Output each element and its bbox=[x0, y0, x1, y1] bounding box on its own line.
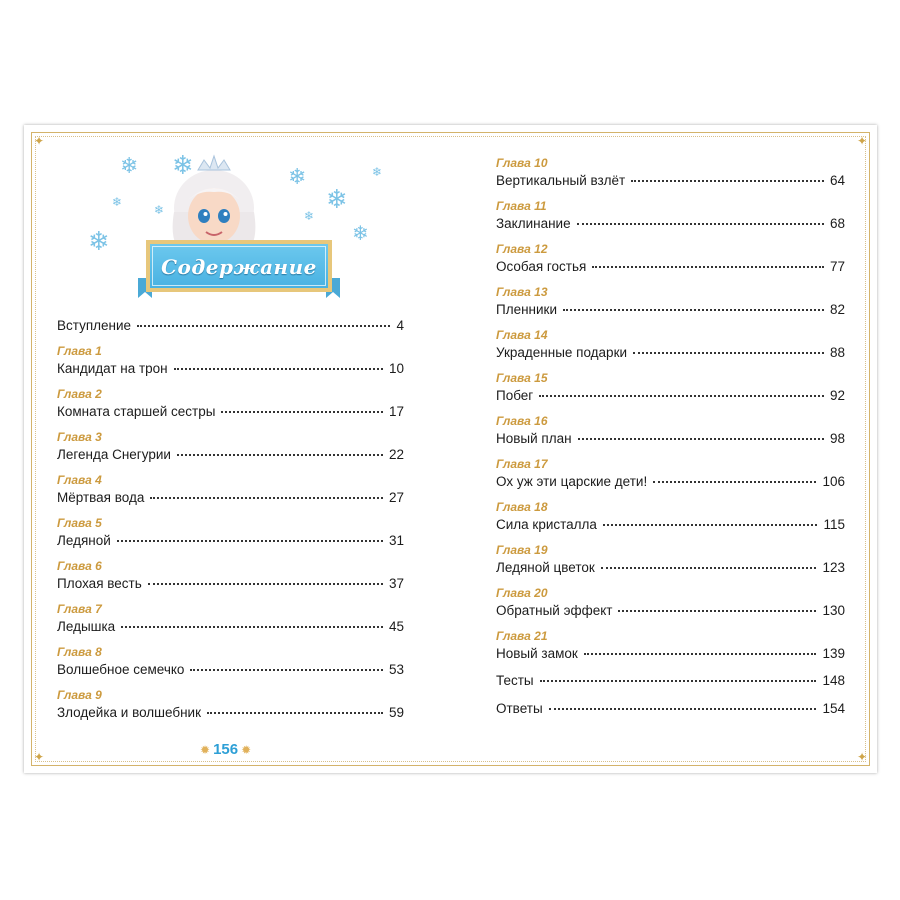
toc-line bbox=[496, 216, 845, 231]
toc-line bbox=[57, 533, 404, 548]
snowflake-icon: ❄ bbox=[372, 165, 383, 179]
toc-entry bbox=[496, 371, 845, 411]
entry-page-number: 92 bbox=[829, 388, 845, 403]
chapter-label: Глава 13 bbox=[496, 285, 548, 299]
dot-leader bbox=[563, 309, 824, 311]
dot-leader bbox=[207, 712, 383, 714]
corner-ornament-icon: ✦ bbox=[34, 134, 45, 148]
chapter-label: Глава 18 bbox=[496, 500, 548, 514]
entry-page-number: 31 bbox=[388, 533, 404, 548]
toc-line bbox=[496, 302, 845, 317]
snowflake-icon: ❄ bbox=[172, 150, 194, 180]
dot-leader bbox=[137, 325, 390, 327]
entry-title: Легенда Снегурии bbox=[57, 447, 171, 462]
entry-title: Кандидат на трон bbox=[57, 361, 168, 376]
toc-line bbox=[496, 701, 845, 716]
chapter-label: Глава 6 bbox=[57, 559, 102, 573]
toc-line bbox=[57, 576, 404, 591]
entry-title: Пленники bbox=[496, 302, 557, 317]
entry-title: Сила кристалла bbox=[496, 517, 597, 532]
toc-entry bbox=[57, 688, 404, 728]
dot-leader bbox=[618, 610, 816, 612]
entry-page-number: 154 bbox=[822, 701, 845, 716]
dot-leader bbox=[190, 669, 383, 671]
toc-entry bbox=[57, 602, 404, 642]
toc-line bbox=[496, 431, 845, 446]
toc-entry bbox=[57, 559, 404, 599]
snowflake-icon: ❄ bbox=[88, 226, 110, 256]
toc-entry bbox=[496, 242, 845, 282]
chapter-label: Глава 11 bbox=[496, 199, 547, 213]
toc-entry bbox=[496, 414, 845, 454]
toc-line bbox=[57, 447, 404, 462]
snowflake-icon: ❄ bbox=[304, 209, 315, 223]
dot-leader bbox=[148, 583, 383, 585]
toc-line bbox=[496, 173, 845, 188]
entry-title: Плохая весть bbox=[57, 576, 142, 591]
entry-title: Злодейка и волшебник bbox=[57, 705, 202, 720]
page-number: 156 bbox=[213, 741, 239, 758]
entry-title: Украденные подарки bbox=[496, 345, 628, 360]
entry-page-number: 45 bbox=[388, 619, 404, 634]
toc-entry bbox=[57, 473, 404, 513]
entry-title: Тесты bbox=[496, 673, 534, 688]
entry-title: Побег bbox=[496, 388, 534, 403]
toc-line bbox=[57, 361, 404, 376]
chapter-label: Глава 9 bbox=[57, 688, 102, 702]
entry-title: Мёртвая вода bbox=[57, 490, 145, 505]
dot-leader bbox=[631, 180, 824, 182]
entry-title: Ледяной цветок bbox=[496, 560, 595, 575]
snowflake-icon: ❄ bbox=[352, 223, 369, 245]
toc-line bbox=[57, 318, 404, 333]
chapter-label: Глава 4 bbox=[57, 473, 102, 487]
toc-line bbox=[57, 705, 404, 720]
chapter-label: Глава 16 bbox=[496, 414, 548, 428]
snowflake-icon: ❄ bbox=[326, 184, 348, 214]
snowflake-icon: ❄ bbox=[154, 203, 165, 217]
entry-page-number: 148 bbox=[822, 673, 845, 688]
toc-entry bbox=[496, 543, 845, 583]
toc-entry bbox=[57, 301, 404, 341]
entry-title: Ледяной bbox=[57, 533, 111, 548]
toc-entry bbox=[496, 500, 845, 540]
corner-ornament-icon: ✦ bbox=[856, 750, 867, 764]
dot-leader bbox=[117, 540, 383, 542]
entry-title: Особая гостья bbox=[496, 259, 587, 274]
contents-banner bbox=[146, 240, 332, 292]
entry-title: Новый замок bbox=[496, 646, 578, 661]
entry-title: Заклинание bbox=[496, 216, 571, 231]
snowflake-icon: ❄ bbox=[288, 164, 307, 189]
toc-line bbox=[496, 259, 845, 274]
page-folio bbox=[200, 741, 251, 758]
toc-entry bbox=[496, 328, 845, 368]
entry-title: Ледышка bbox=[57, 619, 116, 634]
toc-line bbox=[496, 345, 845, 360]
chapter-label: Глава 19 bbox=[496, 543, 548, 557]
toc-entry bbox=[57, 516, 404, 556]
toc-line bbox=[496, 388, 845, 403]
entry-page-number: 22 bbox=[388, 447, 404, 462]
dot-leader bbox=[121, 626, 383, 628]
chapter-label: Глава 8 bbox=[57, 645, 102, 659]
sun-star-icon: ✹ bbox=[200, 742, 211, 757]
sun-star-icon: ✹ bbox=[241, 742, 252, 757]
toc-entry bbox=[57, 344, 404, 384]
toc-line bbox=[496, 517, 845, 532]
chapter-label: Глава 7 bbox=[57, 602, 102, 616]
toc-line bbox=[57, 490, 404, 505]
entry-title: Вертикальный взлёт bbox=[496, 173, 626, 188]
dot-leader bbox=[653, 481, 816, 483]
toc-entry bbox=[496, 156, 845, 196]
toc-entry bbox=[496, 457, 845, 497]
dot-leader bbox=[592, 266, 824, 268]
dot-leader bbox=[221, 411, 383, 413]
dot-leader bbox=[584, 653, 817, 655]
entry-page-number: 139 bbox=[822, 646, 845, 661]
toc-line bbox=[496, 474, 845, 489]
chapter-label: Глава 5 bbox=[57, 516, 102, 530]
chapter-label: Глава 17 bbox=[496, 457, 548, 471]
toc-entry bbox=[496, 199, 845, 239]
dot-leader bbox=[578, 438, 824, 440]
chapter-label: Глава 15 bbox=[496, 371, 548, 385]
entry-title: Ответы bbox=[496, 701, 543, 716]
chapter-label: Глава 10 bbox=[496, 156, 548, 170]
snowflake-icon: ❄ bbox=[112, 195, 123, 209]
entry-page-number: 88 bbox=[829, 345, 845, 360]
entry-title: Волшебное семечко bbox=[57, 662, 185, 677]
dot-leader bbox=[150, 497, 383, 499]
corner-ornament-icon: ✦ bbox=[856, 134, 867, 148]
chapter-label: Глава 12 bbox=[496, 242, 548, 256]
toc-entry bbox=[57, 430, 404, 470]
dot-leader bbox=[603, 524, 818, 526]
chapter-label: Глава 2 bbox=[57, 387, 102, 401]
entry-title: Новый план bbox=[496, 431, 572, 446]
entry-title: Обратный эффект bbox=[496, 603, 613, 618]
toc-line bbox=[57, 662, 404, 677]
entry-title: Вступление bbox=[57, 318, 132, 333]
toc-entry bbox=[496, 684, 845, 724]
toc-entry bbox=[57, 645, 404, 685]
entry-page-number: 123 bbox=[822, 560, 845, 575]
chapter-label: Глава 20 bbox=[496, 586, 548, 600]
entry-page-number: 82 bbox=[829, 302, 845, 317]
entry-page-number: 68 bbox=[829, 216, 845, 231]
page-title: Содержание bbox=[161, 255, 317, 279]
toc-line bbox=[496, 603, 845, 618]
entry-page-number: 77 bbox=[829, 259, 845, 274]
entry-page-number: 4 bbox=[396, 318, 404, 333]
dot-leader bbox=[174, 368, 383, 370]
entry-page-number: 106 bbox=[822, 474, 845, 489]
entry-page-number: 10 bbox=[388, 361, 404, 376]
dot-leader bbox=[633, 352, 824, 354]
entry-page-number: 27 bbox=[388, 490, 404, 505]
dot-leader bbox=[549, 708, 817, 710]
entry-page-number: 17 bbox=[388, 404, 404, 419]
entry-page-number: 64 bbox=[829, 173, 845, 188]
dot-leader bbox=[539, 395, 824, 397]
corner-ornament-icon: ✦ bbox=[34, 750, 45, 764]
chapter-label: Глава 3 bbox=[57, 430, 102, 444]
dot-leader bbox=[540, 680, 817, 682]
dot-leader bbox=[601, 567, 817, 569]
entry-page-number: 98 bbox=[829, 431, 845, 446]
entry-title: Ох уж эти царские дети! bbox=[496, 474, 648, 489]
toc-line bbox=[57, 404, 404, 419]
chapter-label: Глава 1 bbox=[57, 344, 102, 358]
toc-line bbox=[57, 619, 404, 634]
entry-page-number: 130 bbox=[822, 603, 845, 618]
toc-line bbox=[496, 560, 845, 575]
entry-page-number: 37 bbox=[388, 576, 404, 591]
entry-title: Комната старшей сестры bbox=[57, 404, 216, 419]
entry-page-number: 59 bbox=[388, 705, 404, 720]
toc-entry bbox=[496, 285, 845, 325]
dot-leader bbox=[577, 223, 824, 225]
chapter-label: Глава 21 bbox=[496, 629, 548, 643]
chapter-label: Глава 14 bbox=[496, 328, 548, 342]
entry-page-number: 115 bbox=[823, 517, 845, 532]
dot-leader bbox=[177, 454, 383, 456]
toc-entry bbox=[496, 586, 845, 626]
snowflake-icon: ❄ bbox=[120, 153, 139, 178]
toc-entry bbox=[57, 387, 404, 427]
entry-page-number: 53 bbox=[388, 662, 404, 677]
